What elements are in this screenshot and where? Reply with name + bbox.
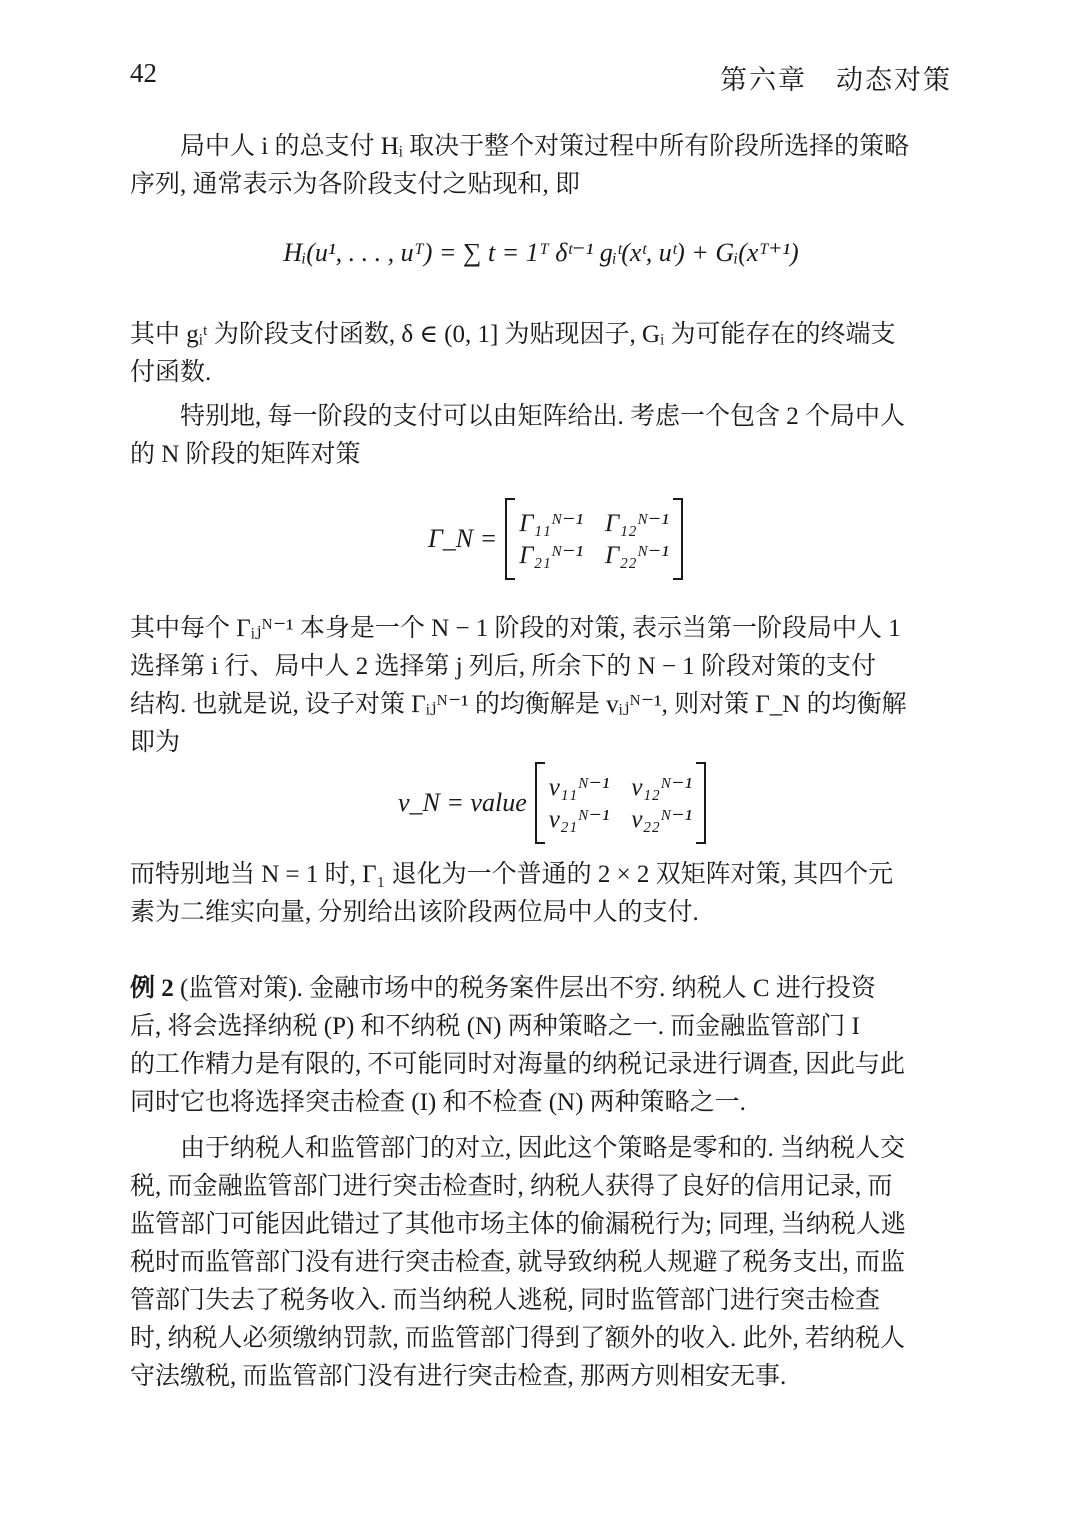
text-line: 而特别地当 N = 1 时, Γ₁ 退化为一个普通的 2 × 2 双矩阵对策, 其四个元: [130, 861, 894, 888]
text-line: [130, 970, 952, 1008]
example-label: 例 2: [130, 975, 174, 1002]
text-line: 局中人 i 的总支付 Hᵢ 取决于整个对策过程中所有阶段所选择的策略: [180, 133, 910, 160]
right-bracket: [696, 762, 706, 844]
text-line: 守法缴税, 而监管部门没有进行突击检查, 那两方则相安无事.: [130, 1363, 787, 1390]
example-text: 金融市场中的税务案件层出不穷. 纳税人 C 进行投资: [309, 975, 876, 1002]
text-line: 付函数.: [130, 359, 212, 386]
matrix-entry: v₁₂ᴺ⁻¹: [631, 774, 693, 801]
text-line: 税时而监管部门没有进行突击检查, 就导致纳税人规避了税务支出, 而监: [130, 1249, 906, 1276]
text-line: 时, 纳税人必须缴纳罚款, 而监管部门得到了额外的收入. 此外, 若纳税人: [130, 1325, 906, 1352]
page-header: [130, 58, 952, 98]
paragraph-subgame: [130, 610, 952, 762]
paragraph-total-payoff: [130, 128, 952, 166]
matrix-entry: v₂₂ᴺ⁻¹: [631, 806, 693, 833]
matrix-entry: Γ₂₁ᴺ⁻¹: [519, 542, 583, 569]
text-line: 特别地, 每一阶段的支付可以由矩阵给出. 考虑一个包含 2 个局中人: [180, 403, 906, 430]
matrix-label: Γ_N =: [428, 524, 498, 553]
paragraph-stage-payoff: [130, 316, 952, 392]
text-line: 后, 将会选择纳税 (P) 和不纳税 (N) 两种策略之一. 而金融监管部门 I: [130, 1013, 860, 1040]
matrix-entry: Γ₁₂ᴺ⁻¹: [604, 510, 669, 537]
matrix-gamma-n: [428, 498, 683, 580]
text-line: 管部门失去了税务收入. 而当纳税人逃税, 同时监管部门进行突击检查: [130, 1287, 881, 1314]
text-line: 同时它也将选择突击检查 (I) 和不检查 (N) 两种策略之一.: [130, 1089, 746, 1116]
matrix-entry: Γ₁₁ᴺ⁻¹: [519, 510, 583, 537]
left-bracket: [535, 762, 545, 844]
left-bracket: [505, 498, 515, 580]
text-line: 序列, 通常表示为各阶段支付之贴现和, 即: [130, 171, 581, 198]
page-number: 42: [130, 58, 157, 88]
right-bracket: [673, 498, 683, 580]
matrix-label: v_N = value: [398, 788, 527, 817]
text-line: 即为: [130, 729, 181, 756]
paragraph-total-payoff-cont: [130, 166, 952, 204]
paragraph-n-equals-one: [130, 856, 952, 932]
matrix-entry: v₁₁ᴺ⁻¹: [548, 774, 610, 801]
equation-discounted-payoff: Hᵢ(u¹, . . . , uᵀ) = ∑ t = 1ᵀ δᵗ⁻¹ gᵢᵗ(xᵗ, uᵗ) + Gᵢ(xᵀ⁺¹): [283, 238, 799, 267]
text-line: 素为二维实向量, 分别给出该阶段两位局中人的支付.: [130, 899, 699, 926]
text-line: 其中 gᵢᵗ 为阶段支付函数, δ ∈ (0, 1] 为贴现因子, Gᵢ 为可能存在的终端支: [130, 321, 896, 348]
paragraph-matrix-intro: [130, 398, 952, 474]
matrix-value-vn: [398, 762, 706, 844]
text-line: 由于纳税人和监管部门的对立, 因此这个策略是零和的. 当纳税人交: [180, 1135, 906, 1162]
text-line: 税, 而金融监管部门进行突击检查时, 纳税人获得了良好的信用记录, 而: [130, 1173, 893, 1200]
paragraph-zero-sum: [130, 1130, 952, 1396]
matrix-entries: [545, 770, 696, 836]
matrix-entry: Γ₂₂ᴺ⁻¹: [604, 542, 669, 569]
text-line: 选择第 i 行、局中人 2 选择第 j 列后, 所余下的 N − 1 阶段对策的支付: [130, 653, 877, 680]
text-line: 的 N 阶段的矩阵对策: [130, 441, 361, 468]
text-line: 结构. 也就是说, 设子对策 Γᵢⱼᴺ⁻¹ 的均衡解是 vᵢⱼᴺ⁻¹, 则对策 Γ_N 的均衡解: [130, 691, 907, 718]
text-line: 监管部门可能因此错过了其他市场主体的偷漏税行为; 同理, 当纳税人逃: [130, 1211, 906, 1238]
example-2: [130, 970, 952, 1122]
matrix-entry: v₂₁ᴺ⁻¹: [548, 806, 610, 833]
text-line: 其中每个 Γᵢⱼᴺ⁻¹ 本身是一个 N − 1 阶段的对策, 表示当第一阶段局中人 1: [130, 615, 901, 642]
example-title: (监管对策).: [180, 975, 303, 1002]
matrix-entries: [515, 506, 673, 572]
chapter-title: 第六章 动态对策: [720, 65, 952, 95]
text-line: 的工作精力是有限的, 不可能同时对海量的纳税记录进行调查, 因此与此: [130, 1051, 906, 1078]
